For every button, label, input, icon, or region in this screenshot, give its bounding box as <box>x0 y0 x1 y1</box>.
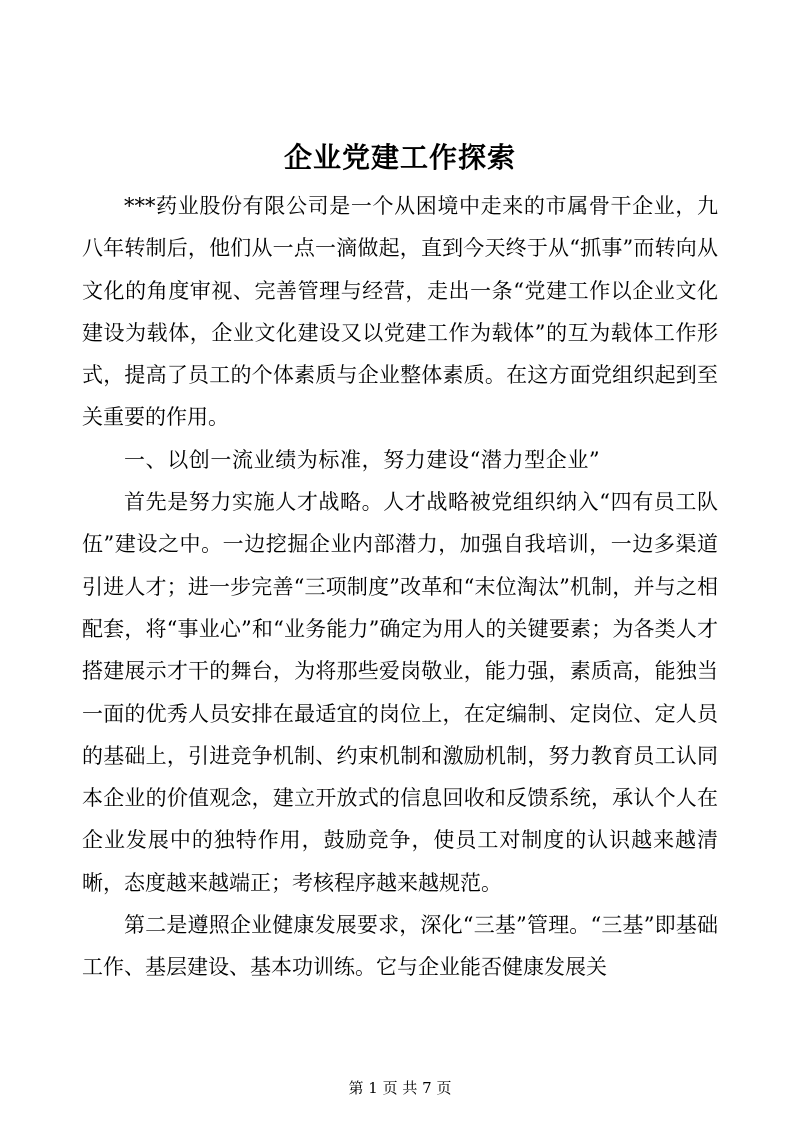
three-basics-paragraph: 第二是遵照企业健康发展要求，深化“三基”管理。“三基”即基础工作、基层建设、基本功训练。它与企业能否健康发展关 <box>82 913 718 980</box>
section-heading-1: 一、以创一流业绩为标准，努力建设“潜力型企业” <box>124 447 601 472</box>
intro-paragraph: ***药业股份有限公司是一个从困境中走来的市属骨干企业，九八年转制后，他们从一点一滴做起，直到今天终于从“抓事”而转向从文化的角度审视、完善管理与经营，走出一条“党建工作以企业文化建设为载体，企业文化建设又以党建工作为载体”的互为载体工作形式，提高了员工的个体素质与企业整体素质。在这方面党组织起到至关重要的作用。 <box>82 194 718 430</box>
talent-strategy-paragraph: 首先是努力实施人才战略。人才战略被党组织纳入“四有员工队伍”建设之中。一边挖掘企业内部潜力，加强自我培训，一边多渠道引进人才；进一步完善“三项制度”改革和“末位淘汰”机制，并与之相配套，将“事业心”和“业务能力”确定为用人的关键要素；为各类人才搭建展示才干的舞台，为将那些爱岗敬业，能力强，素质高，能独当一面的优秀人员安排在最适宜的岗位上，在定编制、定岗位、定人员的基础上，引进竞争机制、约束机制和激励机制，努力教育员工认同本企业的价值观念，建立开放式的信息回收和反馈系统，承认个人在企业发展中的独特作用，鼓励竞争，使员工对制度的认识越来越清晰，态度越来越端正；考核程序越来越规范。 <box>82 490 718 895</box>
document-title: 企业党建工作探索 <box>283 141 516 174</box>
page-number-footer: 第 1 页 共 7 页 <box>348 1079 452 1097</box>
document-body <box>82 185 718 989</box>
